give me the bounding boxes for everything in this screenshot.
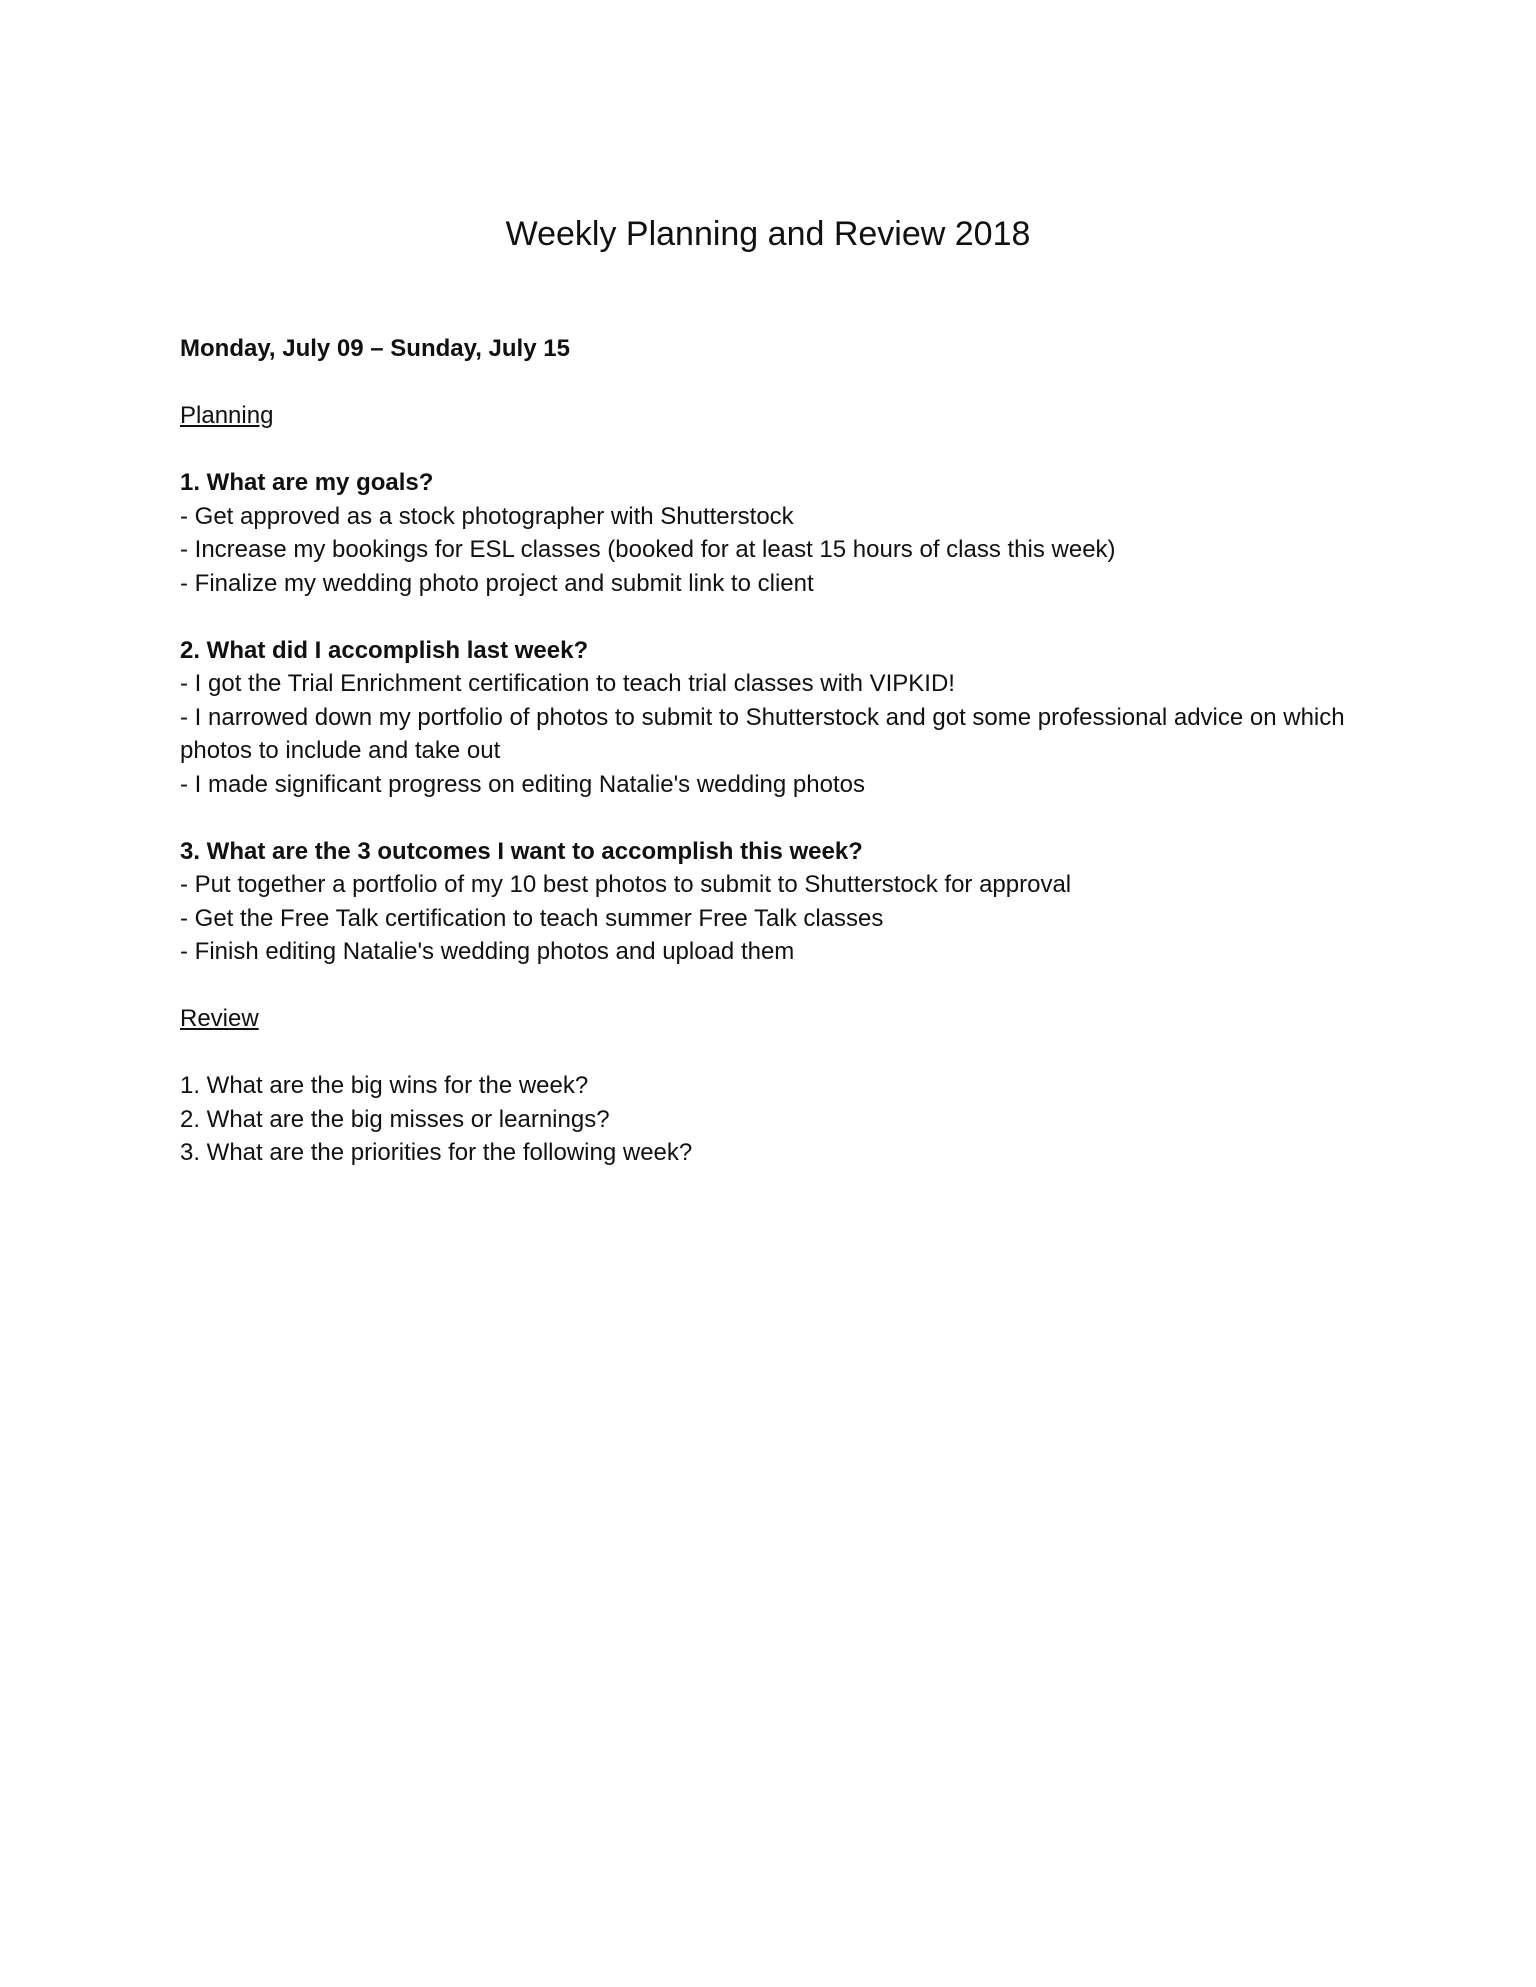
- accomplished-question: 2. What did I accomplish last week?: [180, 636, 589, 664]
- accomplished-item: - I made significant progress on editing Natalie's wedding photos: [180, 770, 865, 798]
- goal-item: - Increase my bookings for ESL classes (booked for at least 15 hours of class this week): [180, 536, 1116, 563]
- spacer: [180, 600, 1380, 634]
- outcomes-question: 3. What are the 3 outcomes I want to accomplish this week?: [180, 837, 863, 865]
- goal-item: - Finalize my wedding photo project and submit link to client: [180, 569, 814, 597]
- outcome-item: - Get the Free Talk certification to teach summer Free Talk classes: [180, 904, 884, 932]
- spacer: [180, 969, 1380, 1003]
- accomplished-section: [180, 634, 1380, 802]
- document-body: [180, 332, 1380, 1170]
- review-question: 1. What are the big wins for the week?: [180, 1072, 589, 1099]
- planning-heading: Planning: [180, 402, 274, 429]
- spacer: [180, 366, 1380, 400]
- document-title: Weekly Planning and Review 2018: [505, 215, 1031, 253]
- review-heading: Review: [180, 1005, 259, 1032]
- goals-question: 1. What are my goals?: [180, 469, 434, 496]
- outcomes-section: [180, 835, 1380, 969]
- review-question: 2. What are the big misses or learnings?: [180, 1105, 610, 1133]
- spacer: [180, 433, 1380, 467]
- spacer: [180, 1036, 1380, 1070]
- goal-item: - Get approved as a stock photographer with Shutterstock: [180, 502, 794, 530]
- accomplished-item: - I got the Trial Enrichment certification to teach trial classes with VIPKID!: [180, 670, 955, 697]
- review-section: [180, 1069, 1380, 1170]
- spacer: [180, 801, 1380, 835]
- goals-section: [180, 466, 1380, 600]
- outcome-item: - Put together a portfolio of my 10 best photos to submit to Shutterstock for approval: [180, 871, 1072, 898]
- accomplished-item: - I narrowed down my portfolio of photos to submit to Shutterstock and got some professional advice on which photos to include and take out: [180, 703, 1345, 764]
- outcome-item: - Finish editing Natalie's wedding photos and upload them: [180, 938, 795, 965]
- review-question: 3. What are the priorities for the following week?: [180, 1139, 693, 1166]
- date-range: Monday, July 09 – Sunday, July 15: [180, 335, 570, 362]
